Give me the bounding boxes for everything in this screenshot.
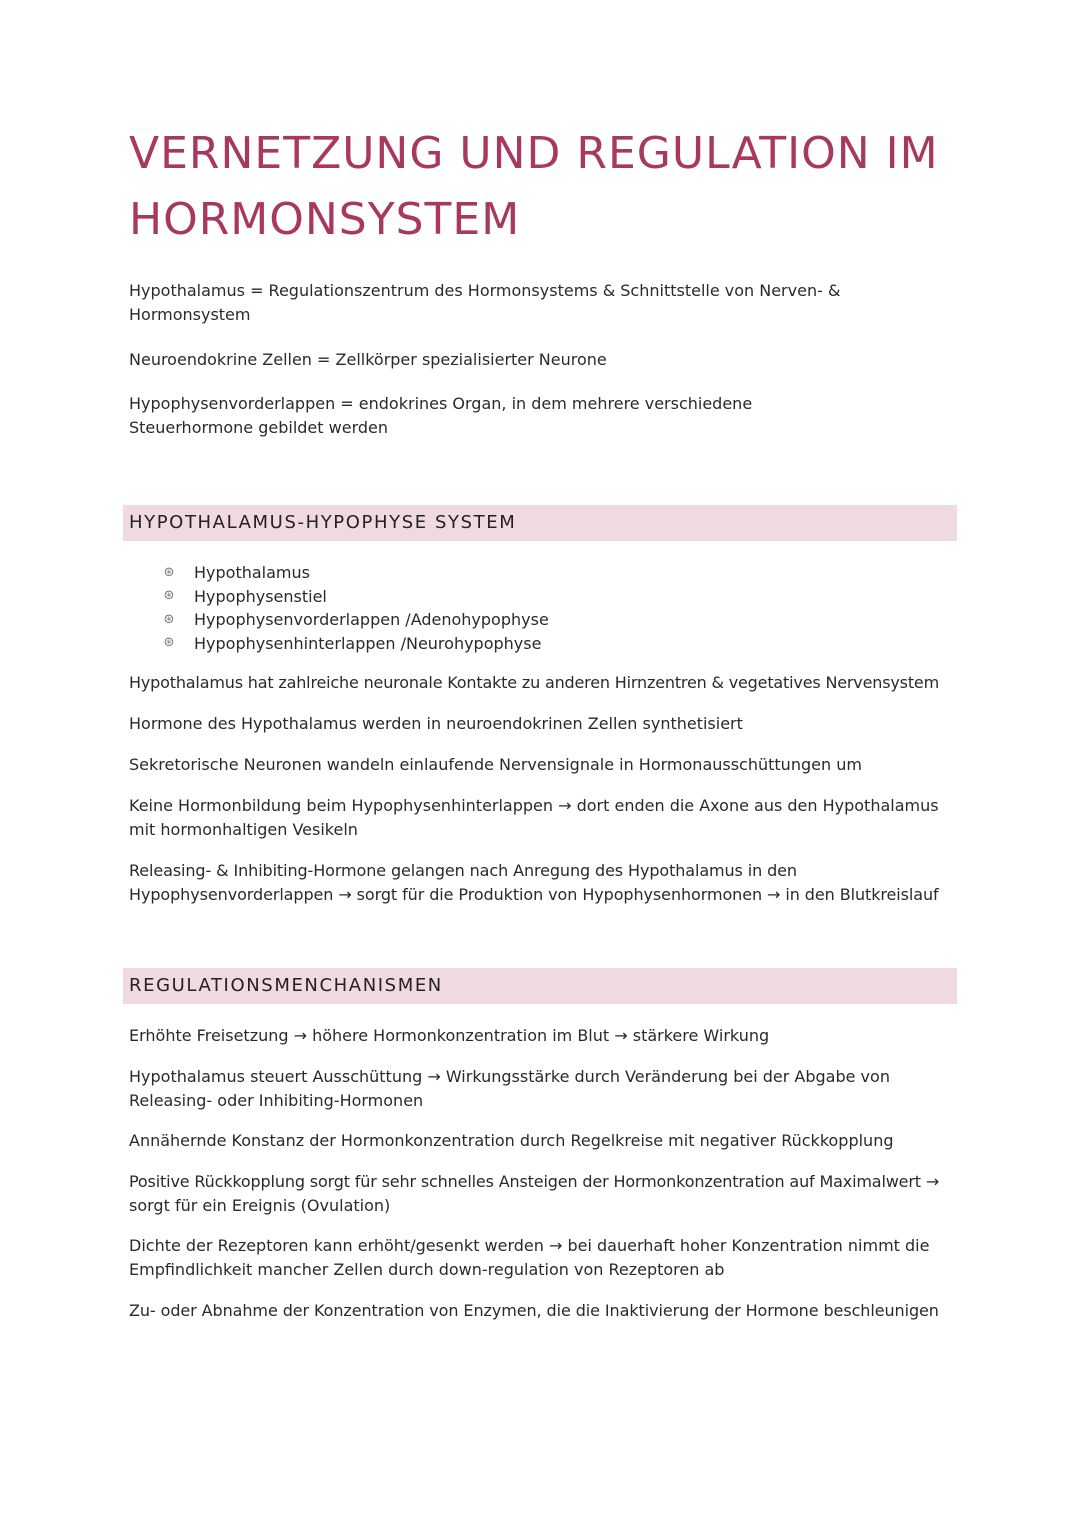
- text-line: Releasing- & Inhibiting-Hormone gelangen nach Anregung des Hypothalamus in den: [129, 861, 797, 880]
- list-item: [162, 585, 549, 609]
- list-item-label: Hypothalamus: [194, 563, 310, 582]
- text-line: mit hormonhaltigen Vesikeln: [129, 820, 358, 839]
- text-line: Releasing- oder Inhibiting-Hormonen: [129, 1091, 424, 1110]
- text-line: Hormone des Hypothalamus werden in neuroendokrinen Zellen synthetisiert: [129, 714, 743, 733]
- text-line: sorgt für ein Ereignis (Ovulation): [129, 1196, 391, 1215]
- list-item-label: Hypophysenvorderlappen /Adenohypophyse: [194, 610, 549, 629]
- text-line: Hypophysenvorderlappen → sorgt für die Produktion von Hypophysenhormonen → in den Blutkreislauf: [129, 885, 939, 904]
- page-title-line-1: VERNETZUNG UND REGULATION IM: [129, 128, 939, 179]
- paragraph: [129, 794, 939, 842]
- text-line: Hormonsystem: [129, 305, 251, 324]
- paragraph: [129, 859, 939, 907]
- flower-bullet-icon: ⊛: [163, 564, 175, 580]
- paragraph: [129, 712, 743, 736]
- text-line: Annähernde Konstanz der Hormonkonzentration durch Regelkreise mit negativer Rückkopplung: [129, 1131, 894, 1150]
- paragraph: [129, 1065, 890, 1113]
- text-line: Keine Hormonbildung beim Hypophysenhinterlappen → dort enden die Axone aus den Hypothalamus: [129, 796, 939, 815]
- section-heading: HYPOTHALAMUS-HYPOPHYSE SYSTEM: [129, 512, 517, 533]
- text-line: Sekretorische Neuronen wandeln einlaufende Nervensignale in Hormonausschüttungen um: [129, 755, 862, 774]
- text-line: Hypophysenvorderlappen = endokrines Organ, in dem mehrere verschiedene: [129, 394, 753, 413]
- page-title-line-2: HORMONSYSTEM: [129, 194, 521, 245]
- text-line: Steuerhormone gebildet werden: [129, 418, 388, 437]
- text-line: Positive Rückkopplung sorgt für sehr schnelles Ansteigen der Hormonkonzentration auf Maximalwert →: [129, 1172, 940, 1191]
- paragraph: [129, 1024, 769, 1048]
- intro-neuroendokrine: [129, 348, 607, 372]
- list-item: [162, 561, 549, 585]
- paragraph: [129, 1234, 929, 1282]
- paragraph: [129, 1299, 939, 1323]
- paragraph: [129, 753, 862, 777]
- text-line: Zu- oder Abnahme der Konzentration von Enzymen, die die Inaktivierung der Hormone beschleunigen: [129, 1301, 939, 1320]
- text-line: Erhöhte Freisetzung → höhere Hormonkonzentration im Blut → stärkere Wirkung: [129, 1026, 770, 1045]
- section-heading-bar: [123, 968, 957, 1004]
- text-line: Hypothalamus = Regulationszentrum des Hormonsystems & Schnittstelle von Nerven- &: [129, 281, 841, 300]
- bullet-list: [162, 561, 549, 655]
- list-item: [162, 608, 549, 632]
- intro-hypothalamus: [129, 279, 840, 327]
- list-item: [162, 632, 549, 656]
- text-line: Dichte der Rezeptoren kann erhöht/gesenkt werden → bei dauerhaft hoher Konzentration nimmt die: [129, 1236, 930, 1255]
- paragraph: [129, 1170, 939, 1218]
- text-line: Empfindlichkeit mancher Zellen durch down-regulation von Rezeptoren ab: [129, 1260, 725, 1279]
- flower-bullet-icon: ⊛: [163, 588, 175, 604]
- intro-hypophysenvorderlappen: [129, 392, 752, 440]
- text-line: Neuroendokrine Zellen = Zellkörper spezialisierter Neurone: [129, 350, 607, 369]
- section-heading: REGULATIONSMENCHANISMEN: [129, 975, 443, 996]
- section-heading-bar: [123, 505, 957, 541]
- text-line: Hypothalamus steuert Ausschüttung → Wirkungsstärke durch Veränderung bei der Abgabe von: [129, 1067, 890, 1086]
- list-item-label: Hypophysenhinterlappen /Neurohypophyse: [194, 633, 542, 653]
- flower-bullet-icon: ⊛: [163, 635, 175, 651]
- list-item-label: Hypophysenstiel: [194, 586, 327, 606]
- paragraph: [129, 671, 939, 695]
- flower-bullet-icon: ⊛: [163, 611, 175, 627]
- text-line: Hypothalamus hat zahlreiche neuronale Kontakte zu anderen Hirnzentren & vegetatives Nervensystem: [129, 673, 940, 692]
- paragraph: [129, 1129, 894, 1153]
